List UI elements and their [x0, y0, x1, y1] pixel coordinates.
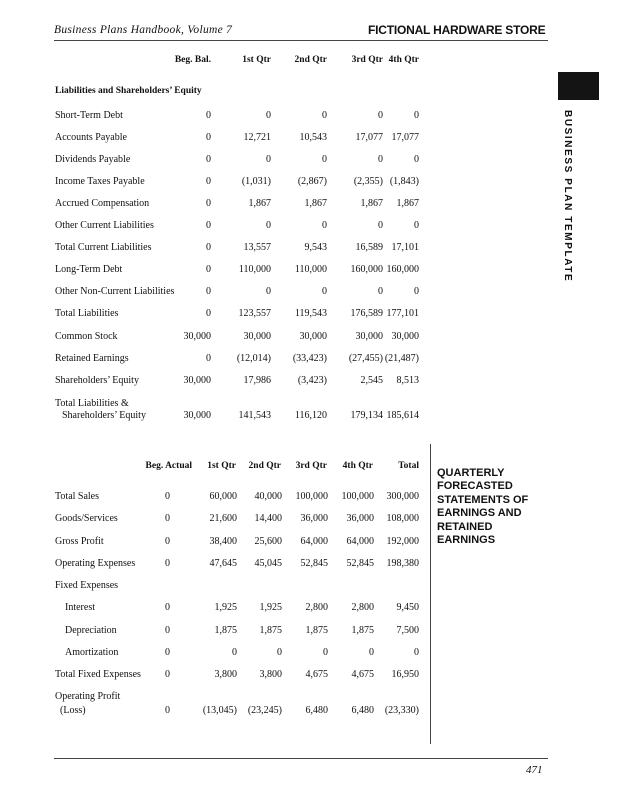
bs-cell: 30,000: [299, 331, 327, 342]
es-cell: 1,875: [305, 625, 328, 636]
bs-cell: 0: [206, 242, 211, 253]
es-cell: 100,000: [295, 491, 328, 502]
bs-cell: 0: [322, 220, 327, 231]
bs-cell: 30,000: [183, 331, 211, 342]
bs-cell: 17,077: [355, 132, 383, 143]
es-col-header: 4th Qtr: [342, 461, 373, 471]
bs-cell: 141,543: [238, 410, 271, 421]
bs-row-label: Short-Term Debt: [55, 110, 123, 121]
es-cell: 0: [165, 669, 170, 680]
bs-cell: 10,543: [299, 132, 327, 143]
section-tab-marker: [558, 72, 599, 100]
bs-row-label: Accounts Payable: [55, 132, 127, 143]
bs-row-label: Accrued Compensation: [55, 198, 150, 209]
es-row-label: Operating Expenses: [55, 558, 136, 569]
footer-rule: [54, 758, 548, 759]
bs-cell: 160,000: [386, 264, 419, 275]
es-cell: 300,000: [386, 491, 419, 502]
bs-cell: (21,487): [384, 353, 419, 364]
bs-cell: 110,000: [238, 264, 271, 275]
bs-cell: 0: [206, 264, 211, 275]
bs-cell: 17,986: [243, 375, 271, 386]
es-row-label: Amortization: [65, 647, 119, 658]
es-cell: 52,845: [346, 558, 374, 569]
bs-cell: 1,867: [248, 198, 271, 209]
bs-cell: 0: [322, 154, 327, 165]
bs-row-label: Common Stock: [55, 331, 118, 342]
es-cell: 4,675: [305, 669, 328, 680]
es-cell: 25,600: [254, 536, 282, 547]
es-cell: 0: [165, 602, 170, 613]
es-cell: 0: [165, 491, 170, 502]
es-cell: 0: [323, 647, 328, 658]
bs-cell: 0: [414, 286, 419, 297]
es-cell: 1,925: [214, 602, 237, 613]
es-cell: 0: [165, 513, 170, 524]
bs-cell: 17,101: [391, 242, 419, 253]
side-tab-title: BUSINESS PLAN TEMPLATE: [562, 110, 573, 283]
bs-row-label: Other Current Liabilities: [55, 220, 154, 231]
header-rule: [54, 40, 548, 41]
es-cell: 0: [277, 647, 282, 658]
es-col-header: Beg. Actual: [145, 461, 192, 471]
es-row-label: Total Sales: [55, 491, 100, 502]
bs-cell: 177,101: [386, 308, 419, 319]
bs-cell: 1,867: [304, 198, 327, 209]
bs-cell: 30,000: [183, 375, 211, 386]
bs-cell: 0: [378, 154, 383, 165]
es-row-label: Goods/Services: [55, 513, 118, 524]
bs-row-label: Income Taxes Payable: [55, 176, 145, 187]
company-title: FICTIONAL HARDWARE STORE: [368, 23, 546, 37]
page-number: 471: [526, 764, 543, 776]
es-cell: 1,875: [351, 625, 374, 636]
bs-cell: 30,000: [355, 331, 383, 342]
bs-cell: (3,423): [297, 375, 327, 386]
es-row-label: Total Fixed Expenses: [55, 669, 141, 680]
es-cell: 36,000: [300, 513, 328, 524]
bs-row-label: Other Non-Current Liabilities: [55, 286, 175, 297]
es-cell: 1,925: [259, 602, 282, 613]
bs-cell: 30,000: [243, 331, 271, 342]
bs-cell: (1,843): [389, 176, 419, 187]
bs-cell: 12,721: [243, 132, 271, 143]
es-cell: 0: [232, 647, 237, 658]
es-row-label: Fixed Expenses: [55, 580, 119, 591]
es-cell: 3,800: [214, 669, 237, 680]
bs-cell: (1,031): [241, 176, 271, 187]
es-cell: (23,245): [247, 705, 282, 716]
bs-cell: (12,014): [236, 353, 271, 364]
bs-cell: 2,545: [360, 375, 383, 386]
bs-cell: 0: [206, 110, 211, 121]
bs-cell: 0: [378, 110, 383, 121]
bs-cell: (27,455): [348, 353, 383, 364]
es-cell: 4,675: [351, 669, 374, 680]
es-cell: 2,800: [305, 602, 328, 613]
bs-cell: 0: [322, 286, 327, 297]
es-cell: 2,800: [351, 602, 374, 613]
es-cell: 7,500: [396, 625, 419, 636]
es-cell: 9,450: [396, 602, 419, 613]
bs-cell: 119,543: [294, 308, 327, 319]
bs-row-label: Retained Earnings: [55, 353, 129, 364]
bs-cell: 30,000: [391, 331, 419, 342]
bs-cell: (2,355): [353, 176, 383, 187]
es-cell: 60,000: [209, 491, 237, 502]
bs-cell: 0: [378, 286, 383, 297]
es-cell: 0: [165, 625, 170, 636]
bs-row-label: Long-Term Debt: [55, 264, 123, 275]
es-col-header: 2nd Qtr: [248, 461, 281, 471]
es-cell: (13,045): [202, 705, 237, 716]
es-cell: 1,875: [214, 625, 237, 636]
es-cell: 100,000: [341, 491, 374, 502]
es-row-label: Interest: [65, 602, 95, 613]
bs-row-label: Shareholders’ Equity: [55, 375, 139, 386]
bs-cell: (33,423): [292, 353, 327, 364]
bs-cell: 0: [206, 220, 211, 231]
bs-cell: 179,134: [350, 410, 383, 421]
es-cell: 6,480: [305, 705, 328, 716]
es-cell: 40,000: [254, 491, 282, 502]
es-cell: 52,845: [300, 558, 328, 569]
es-row-label: Depreciation: [65, 625, 117, 636]
es-row-label: Gross Profit: [55, 536, 104, 547]
bs-cell: 0: [266, 286, 271, 297]
es-cell: 198,380: [386, 558, 419, 569]
es-cell: 16,950: [391, 669, 419, 680]
bs-cell: (2,867): [297, 176, 327, 187]
es-cell: 21,600: [209, 513, 237, 524]
bs-cell: 0: [266, 154, 271, 165]
bs-cell: 0: [414, 220, 419, 231]
bs-cell: 8,513: [396, 375, 419, 386]
bs-row-label: Total Current Liabilities: [55, 242, 152, 253]
es-cell: 36,000: [346, 513, 374, 524]
bs-cell: 0: [266, 110, 271, 121]
es-cell: 47,645: [209, 558, 237, 569]
es-cell: 38,400: [209, 536, 237, 547]
bs-cell: 0: [206, 308, 211, 319]
bs-cell: 0: [206, 198, 211, 209]
es-cell: 3,800: [259, 669, 282, 680]
bs-cell: 176,589: [350, 308, 383, 319]
bs-col-header: 1st Qtr: [242, 55, 271, 65]
es-cell: 0: [165, 647, 170, 658]
bs-cell: 0: [206, 176, 211, 187]
es-cell: 1,875: [259, 625, 282, 636]
bs-row-label: Total Liabilities: [55, 308, 119, 319]
es-col-header: 3rd Qtr: [295, 461, 327, 471]
es-cell: 14,400: [254, 513, 282, 524]
bs-cell: 0: [414, 110, 419, 121]
es-cell: 108,000: [386, 513, 419, 524]
bs-cell: 160,000: [350, 264, 383, 275]
es-col-header: 1st Qtr: [207, 461, 236, 471]
es-cell: 6,480: [351, 705, 374, 716]
es-cell: 0: [165, 536, 170, 547]
bs-cell: 13,557: [243, 242, 271, 253]
es-cell: 45,045: [254, 558, 282, 569]
bs-cell: 9,543: [304, 242, 327, 253]
es-cell: (23,330): [384, 705, 419, 716]
es-cell: 0: [369, 647, 374, 658]
es-cell: 192,000: [386, 536, 419, 547]
bs-cell: 16,589: [355, 242, 383, 253]
bs-cell: 1,867: [360, 198, 383, 209]
bs-col-header: 4th Qtr: [388, 55, 419, 65]
bs-cell: 123,557: [238, 308, 271, 319]
bs-cell: 30,000: [183, 410, 211, 421]
bs-cell: 0: [378, 220, 383, 231]
bs-cell: 17,077: [391, 132, 419, 143]
section-title: QUARTERLY FORECASTED STATEMENTS OF EARNINGS AND RETAINED EARNINGS: [437, 467, 529, 547]
es-cell: 0: [414, 647, 419, 658]
book-title: Business Plans Handbook, Volume 7: [54, 24, 233, 36]
bs-row-label-cont: Shareholders’ Equity: [62, 410, 146, 421]
bs-cell: 116,120: [294, 410, 327, 421]
bs-cell: 0: [206, 353, 211, 364]
es-cell: 0: [165, 558, 170, 569]
column-divider: [430, 444, 431, 744]
bs-cell: 1,867: [396, 198, 419, 209]
bs-cell: 0: [266, 220, 271, 231]
bs-cell: 0: [206, 154, 211, 165]
bs-row-label: Dividends Payable: [55, 154, 131, 165]
bs-section-heading: Liabilities and Shareholders’ Equity: [55, 86, 202, 96]
bs-col-header: 2nd Qtr: [294, 55, 327, 65]
bs-cell: 0: [206, 132, 211, 143]
es-row-label: Operating Profit: [55, 691, 121, 702]
bs-col-header: Beg. Bal.: [174, 55, 211, 65]
es-cell: 0: [165, 705, 170, 716]
bs-row-label: Total Liabilities &: [55, 398, 129, 409]
bs-col-header: 3rd Qtr: [351, 55, 383, 65]
es-col-header: Total: [398, 461, 419, 471]
bs-cell: 185,614: [386, 410, 419, 421]
bs-cell: 0: [322, 110, 327, 121]
es-cell: 64,000: [300, 536, 328, 547]
bs-cell: 0: [206, 286, 211, 297]
es-cell: 64,000: [346, 536, 374, 547]
bs-cell: 110,000: [294, 264, 327, 275]
es-row-label-cont: (Loss): [60, 705, 86, 716]
bs-cell: 0: [414, 154, 419, 165]
